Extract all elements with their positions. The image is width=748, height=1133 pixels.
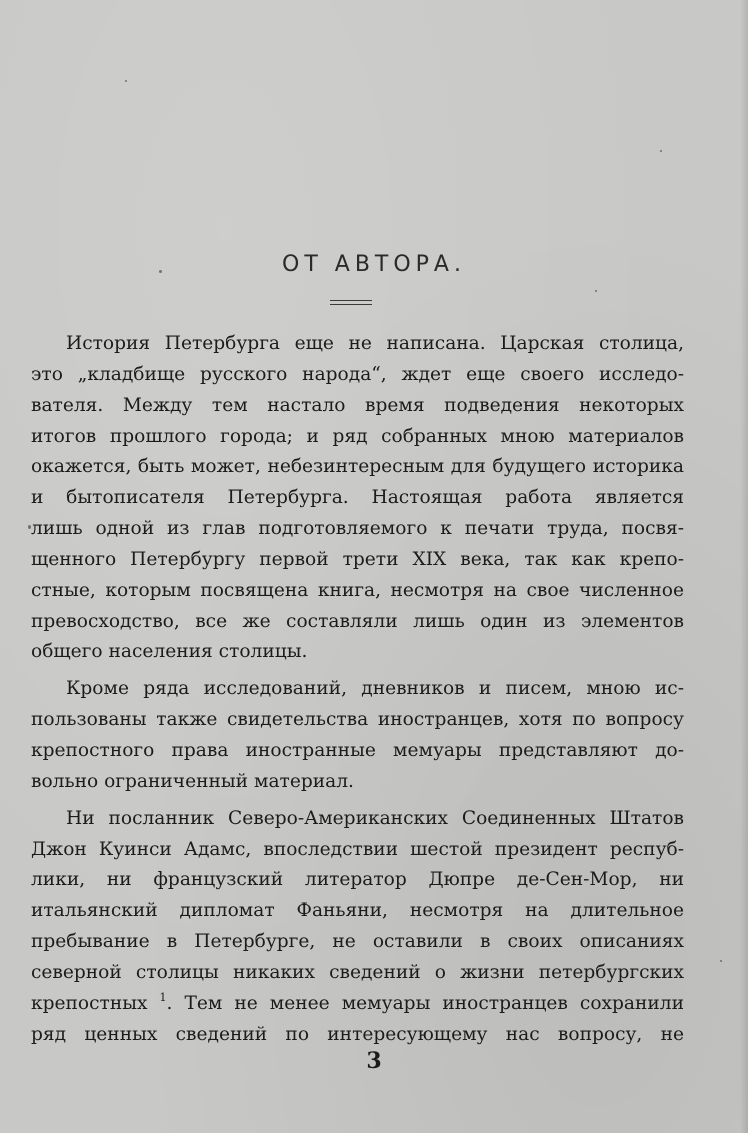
text-line: лики, ни французский литератор Дюпре де-Сен-Мор, ни [31,869,684,891]
text-line: это „кладбище русского народа“, ждет еще своего исследо- [31,363,684,385]
text-line: лишь одной из глав подготовляемого к печати труда, посвя- [31,518,684,540]
text-line: История Петербурга еще не написана. Царская столица, [66,333,684,354]
footnote-marker: 1 [159,990,167,1004]
text-line: крепостного права иностранные мемуары представляют до- [31,739,684,761]
text-line: итальянский дипломат Фаньяни, несмотря на длительное [31,900,684,922]
body-text [31,329,684,1050]
page-edge-shadow [740,0,748,1133]
text-line: щенного Петербургу первой трети XIX века, так как крепо- [31,548,684,570]
scan-speck [720,960,722,962]
text-line: пребывание в Петербурге, не оставили в своих описаниях [31,931,684,953]
text-span: Тем не менее мемуары иностранцев сохранили [184,992,684,1014]
scan-speck [125,80,127,82]
text-line: стные, которым посвящена книга, несмотря на свое численное [31,579,684,601]
scan-speck [595,290,597,292]
page-number: 3 [366,1048,382,1074]
chapter-heading: ОТ АВТОРА. [282,252,466,277]
text-line: ряд ценных сведений по интересующему нас вопросу, не [31,1023,684,1045]
heading-double-rule [330,300,372,305]
text-line: и бытописателя Петербурга. Настоящая работа является [31,487,684,509]
scan-speck [28,525,31,529]
text-line: северной столицы никаких сведений о жизни петербургских [31,961,684,983]
text-line-with-footnote: крепостных $^1$. Тем не менее мемуары иностранцев сохранили [31,990,684,1014]
text-line: Кроме ряда исследований, дневников и писем, мною ис- [66,678,684,700]
text-line: общего населения столицы. [31,641,308,663]
text-line: вольно ограниченный материал. [31,770,354,792]
text-line: Ни посланник Северо-Американских Соединенных Штатов [66,807,684,829]
scan-speck [159,270,162,273]
text-line: Джон Куинси Адамс, впоследствии шестой президент респуб- [31,838,684,860]
text-line: итогов прошлого города; и ряд собранных мною материалов [31,425,684,447]
text-span: крепостных [31,992,148,1014]
scan-speck [660,150,662,152]
text-line: превосходство, все же составляли лишь один из элементов [31,610,684,632]
text-line: вателя. Между тем настало время подведения некоторых [31,394,684,416]
text-line: окажется, быть может, небезинтересным для будущего историка [31,456,684,478]
text-line: пользованы также свидетельства иностранцев, хотя по вопросу [31,709,684,731]
